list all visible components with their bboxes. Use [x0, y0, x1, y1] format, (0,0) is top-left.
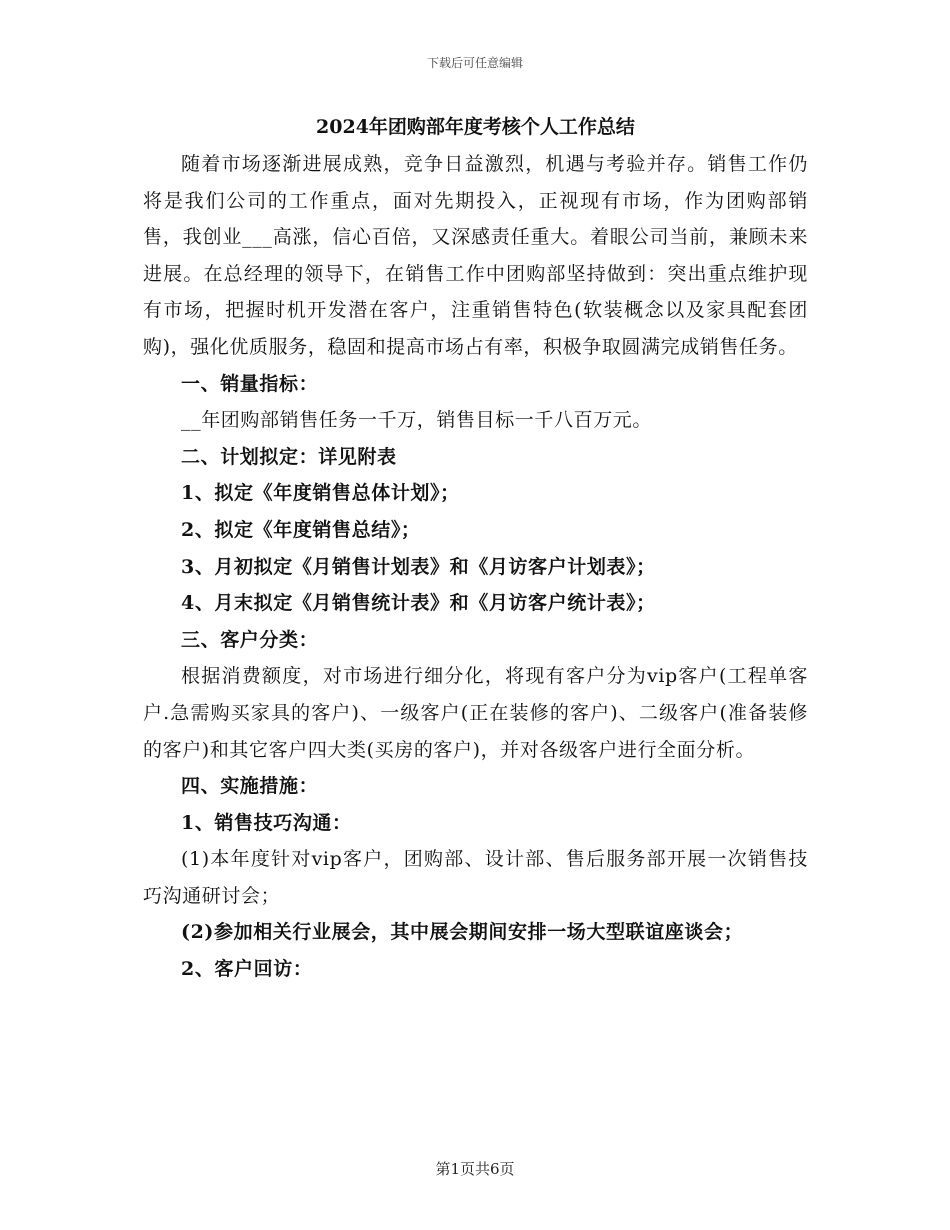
subsection1-heading: 1、销售技巧沟通： — [181, 811, 352, 834]
page-header-note: 下载后可任意编辑 — [426, 56, 523, 70]
section2-heading: 二、计划拟定：详见附表 — [181, 445, 397, 468]
plan-item: 1、拟定《年度销售总体计划》； — [181, 482, 460, 505]
subsection2-heading: 2、客户回访： — [181, 958, 313, 981]
plan-item: 2、拟定《年度销售总结》； — [181, 518, 421, 541]
section4-heading: 四、实施措施： — [181, 775, 319, 798]
section1-heading: 一、销量指标： — [181, 372, 319, 395]
intro-paragraph: 随着市场逐渐进展成熟，竞争日益激烈，机遇与考验并存。销售工作仍将是我们公司的工作重点，面对先期投入，正视现有市场，作为团购部销售，我创业___高涨，信心百倍，又深感责任重大。着眼公司当前，兼顾未来进展。在总经理的领导下，在销售工作中团购部坚持做到：突出重点维护现有市场，把握时机开发潜在客户，注重销售特色(软装概念以及家具配套团购)，强化优质服务，稳固和提高市场占有率，积极争取圆满完成销售任务。 — [143, 153, 808, 358]
page-footer-number: 第1页共6页 — [435, 1160, 515, 1178]
document-body — [143, 112, 808, 988]
plan-item: 3、月初拟定《月销售计划表》和《月访客户计划表》； — [181, 555, 656, 578]
subsection1-item1: (1)本年度针对vip客户，团购部、设计部、售后服务部开展一次销售技巧沟通研讨会； — [143, 848, 808, 907]
section3-paragraph: 根据消费额度，对市场进行细分化，将现有客户分为vip客户(工程单客户.急需购买家具的客户)、一级客户(正在装修的客户)、二级客户(准备装修的客户)和其它客户四大类(买房的客户)，并对各级客户进行全面分析。 — [143, 665, 808, 761]
subsection1-item2: (2)参加相关行业展会，其中展会期间安排一场大型联谊座谈会； — [181, 921, 744, 944]
section1-text: __年团购部销售任务一千万，销售目标一千八百万元。 — [181, 409, 653, 432]
section3-heading: 三、客户分类： — [181, 628, 319, 651]
document-title: 2024年团购部年度考核个人工作总结 — [316, 116, 635, 138]
plan-item: 4、月末拟定《月销售统计表》和《月访客户统计表》； — [181, 592, 656, 615]
